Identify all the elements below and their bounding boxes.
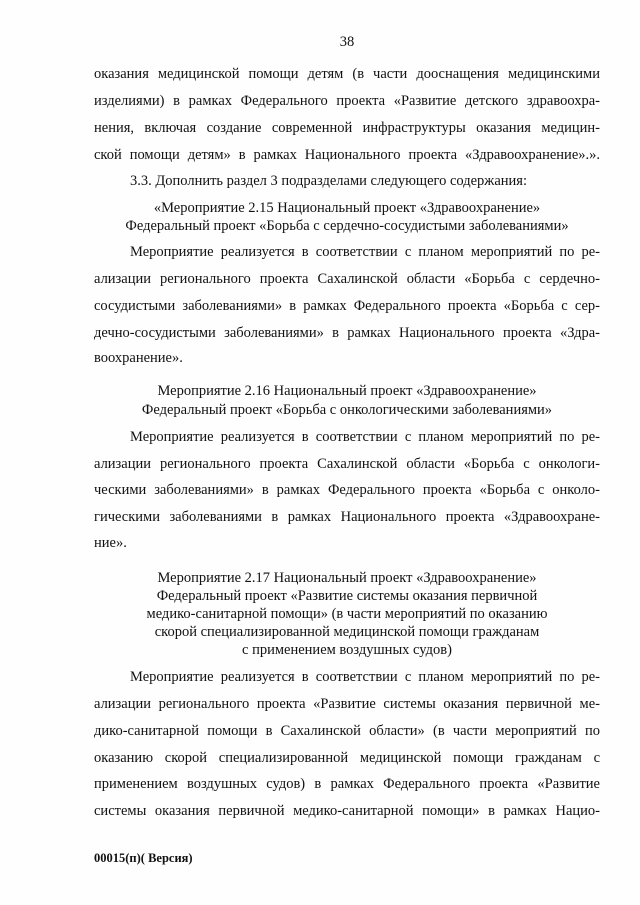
paragraph-line: ализации регионального проекта «Развитие системы оказания первичной ме- — [94, 696, 600, 712]
section-heading-line: медико-санитарной помощи» (в части мероприятий по оказанию — [146, 606, 548, 622]
paragraph-line: ской помощи детям» в рамках Национального проекта «Здравоохранение».». — [94, 147, 600, 163]
paragraph-line: воохранение». — [94, 350, 183, 366]
section-heading-line: Федеральный проект «Борьба с онкологическими заболеваниями» — [141, 402, 553, 418]
section-heading-line: Федеральный проект «Борьба с сердечно-сосудистыми заболеваниями» — [125, 218, 569, 234]
section-heading-line: с применением воздушных судов) — [242, 642, 452, 658]
paragraph-line: Мероприятие реализуется в соответствии с планом мероприятий по ре- — [130, 429, 600, 445]
paragraph-line: гическими заболеваниями в рамках Национального проекта «Здравоохране- — [94, 509, 600, 525]
paragraph-line: дико-санитарной помощи в Сахалинской области» (в части мероприятий по — [94, 723, 600, 739]
paragraph-line: ческими заболеваниями» в рамках Федерального проекта «Борьба с онколо- — [94, 482, 600, 498]
paragraph-line: системы оказания первичной медико-санитарной помощи» в рамках Нацио- — [94, 803, 600, 819]
instruction-line: 3.3. Дополнить раздел 3 подразделами следующего содержания: — [130, 173, 527, 189]
paragraph-line: оказания медицинской помощи детям (в части дооснащения медицинскими — [94, 66, 600, 82]
paragraph-line: нения, включая создание современной инфраструктуры оказания медицин- — [94, 120, 600, 136]
paragraph-line: дечно-сосудистыми заболеваниями» в рамках Национального проекта «Здра- — [94, 325, 600, 341]
page-number: 38 — [339, 34, 355, 50]
paragraph-line: ние». — [94, 535, 127, 551]
paragraph-line: Мероприятие реализуется в соответствии с планом мероприятий по ре- — [130, 244, 600, 260]
paragraph-line: сосудистыми заболеваниями» в рамках Федерального проекта «Борьба с сер- — [94, 298, 600, 314]
paragraph-line: оказанию скорой специализированной медицинской помощи гражданам с — [94, 750, 600, 766]
section-heading-line: Мероприятие 2.17 Национальный проект «Здравоохранение» — [157, 570, 537, 586]
section-heading-line: скорой специализированной медицинской помощи гражданам — [154, 624, 540, 640]
paragraph-line: Мероприятие реализуется в соответствии с планом мероприятий по ре- — [130, 669, 600, 685]
document-footer-code: 00015(п)( Версия) — [94, 851, 193, 865]
paragraph-line: применением воздушных судов) в рамках Федерального проекта «Развитие — [94, 776, 600, 792]
paragraph-line: изделиями) в рамках Федерального проекта «Развитие детского здравоохра- — [94, 93, 600, 109]
paragraph-line: ализации регионального проекта Сахалинской области «Борьба с онкологи- — [94, 456, 600, 472]
section-heading-line: «Мероприятие 2.15 Национальный проект «Здравоохранение» — [153, 200, 541, 216]
section-heading-line: Мероприятие 2.16 Национальный проект «Здравоохранение» — [157, 383, 537, 399]
section-heading-line: Федеральный проект «Развитие системы оказания первичной — [156, 588, 538, 604]
paragraph-line: ализации регионального проекта Сахалинской области «Борьба с сердечно- — [94, 271, 600, 287]
